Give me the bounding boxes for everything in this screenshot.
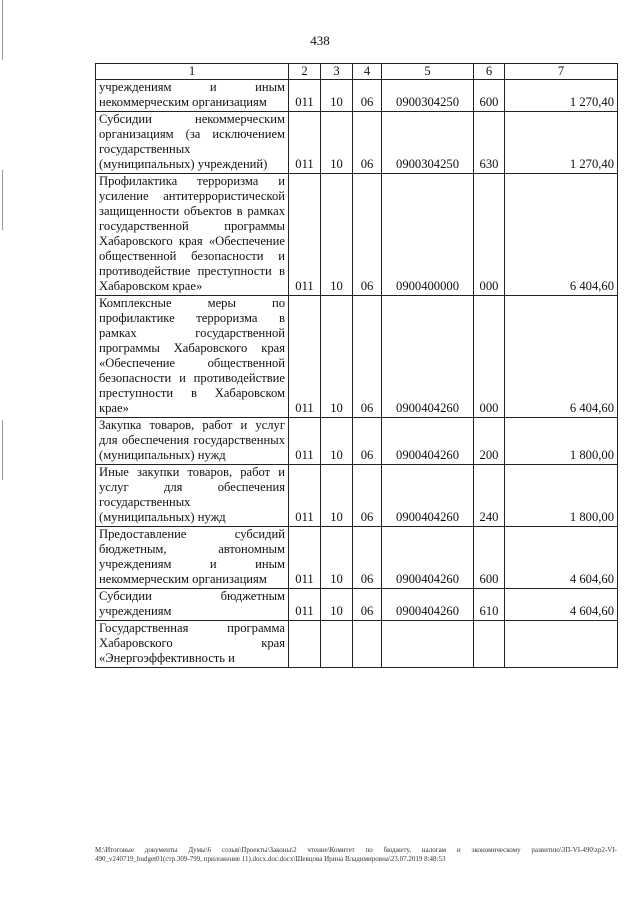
amount: 4 604,60	[505, 527, 618, 589]
subsection-code: 06	[353, 418, 382, 465]
section-code: 10	[321, 112, 353, 174]
ministry-code: 011	[289, 527, 321, 589]
ministry-code: 011	[289, 174, 321, 296]
subsection-code: 06	[353, 112, 382, 174]
expense-type-code: 240	[474, 465, 505, 527]
amount: 4 604,60	[505, 589, 618, 621]
margin-mark	[2, 420, 3, 480]
expense-type-code: 630	[474, 112, 505, 174]
table-row	[96, 112, 618, 174]
row-name: Субсидии некоммерческим организациям (за исключением государственных (муниципальных) учреждений)	[96, 112, 289, 174]
ministry-code: 011	[289, 465, 321, 527]
row-name: Субсидии бюджетным учреждениям	[96, 589, 289, 621]
target-article-code: 0900404260	[382, 418, 474, 465]
ministry-code: 011	[289, 296, 321, 418]
subsection-code: 06	[353, 465, 382, 527]
row-name: Иные закупки товаров, работ и услуг для обеспечения государственных (муниципальных) нужд	[96, 465, 289, 527]
amount	[505, 621, 618, 668]
column-header: 5	[382, 64, 474, 80]
table-row	[96, 418, 618, 465]
margin-mark	[2, 0, 3, 60]
table-row	[96, 80, 618, 112]
column-header: 7	[505, 64, 618, 80]
margin-mark	[2, 170, 3, 230]
section-code	[321, 621, 353, 668]
section-code: 10	[321, 174, 353, 296]
amount: 1 800,00	[505, 465, 618, 527]
section-code: 10	[321, 527, 353, 589]
column-header: 3	[321, 64, 353, 80]
section-code: 10	[321, 418, 353, 465]
ministry-code: 011	[289, 112, 321, 174]
column-header: 4	[353, 64, 382, 80]
target-article-code: 0900304250	[382, 80, 474, 112]
amount: 1 270,40	[505, 112, 618, 174]
expense-type-code: 000	[474, 174, 505, 296]
target-article-code: 0900404260	[382, 527, 474, 589]
row-name: Закупка товаров, работ и услуг для обеспечения государственных (муниципальных) нужд	[96, 418, 289, 465]
file-path-footer: M:\Итоговые документы Думы\6 созыв\Проекты\Законы\2 чтение\Комитет по бюджету, налогам и экономическому развитию\ЗП-VI-490\zp2-VI-490_v240719_budget01(стр.309-799, приложение 11).docx.doc.docx\Шевцова Ирина Владимировна\23.07.2019 8:48:53	[95, 846, 617, 863]
row-name: Профилактика терроризма и усиление антитеррористической защищенности объектов в рамках государственной программы Хабаровского края «Обеспечение общественной безопасности и противодействие преступности в Хабаровском крае»	[96, 174, 289, 296]
section-code: 10	[321, 296, 353, 418]
section-code: 10	[321, 589, 353, 621]
column-header: 1	[96, 64, 289, 80]
target-article-code: 0900404260	[382, 296, 474, 418]
section-code: 10	[321, 80, 353, 112]
subsection-code: 06	[353, 527, 382, 589]
amount: 1 800,00	[505, 418, 618, 465]
target-article-code	[382, 621, 474, 668]
table-row	[96, 589, 618, 621]
table-row	[96, 527, 618, 589]
table-row	[96, 174, 618, 296]
expense-type-code: 600	[474, 80, 505, 112]
ministry-code: 011	[289, 589, 321, 621]
subsection-code: 06	[353, 80, 382, 112]
target-article-code: 0900400000	[382, 174, 474, 296]
subsection-code: 06	[353, 174, 382, 296]
row-name: Предоставление субсидий бюджетным, автономным учреждениям и иным некоммерческим организациям	[96, 527, 289, 589]
row-name: Государственная программа Хабаровского края «Энергоэффективность и	[96, 621, 289, 668]
page-number: 438	[310, 33, 330, 48]
expense-type-code: 000	[474, 296, 505, 418]
row-name: Комплексные меры по профилактике терроризма в рамках государственной программы Хабаровского края «Обеспечение общественной безопасности и противодействие преступности в Хабаровском крае»	[96, 296, 289, 418]
ministry-code	[289, 621, 321, 668]
amount: 6 404,60	[505, 174, 618, 296]
target-article-code: 0900304250	[382, 112, 474, 174]
table-row	[96, 296, 618, 418]
expense-type-code: 600	[474, 527, 505, 589]
expense-type-code: 610	[474, 589, 505, 621]
table-header-row	[96, 64, 618, 80]
target-article-code: 0900404260	[382, 465, 474, 527]
column-header: 6	[474, 64, 505, 80]
expense-type-code	[474, 621, 505, 668]
target-article-code: 0900404260	[382, 589, 474, 621]
subsection-code: 06	[353, 589, 382, 621]
subsection-code	[353, 621, 382, 668]
section-code: 10	[321, 465, 353, 527]
subsection-code: 06	[353, 296, 382, 418]
ministry-code: 011	[289, 80, 321, 112]
column-header: 2	[289, 64, 321, 80]
amount: 6 404,60	[505, 296, 618, 418]
ministry-code: 011	[289, 418, 321, 465]
row-name: учреждениям и иным некоммерческим организациям	[96, 80, 289, 112]
expense-type-code: 200	[474, 418, 505, 465]
budget-table	[95, 63, 618, 668]
amount: 1 270,40	[505, 80, 618, 112]
table-row	[96, 621, 618, 668]
table-row	[96, 465, 618, 527]
